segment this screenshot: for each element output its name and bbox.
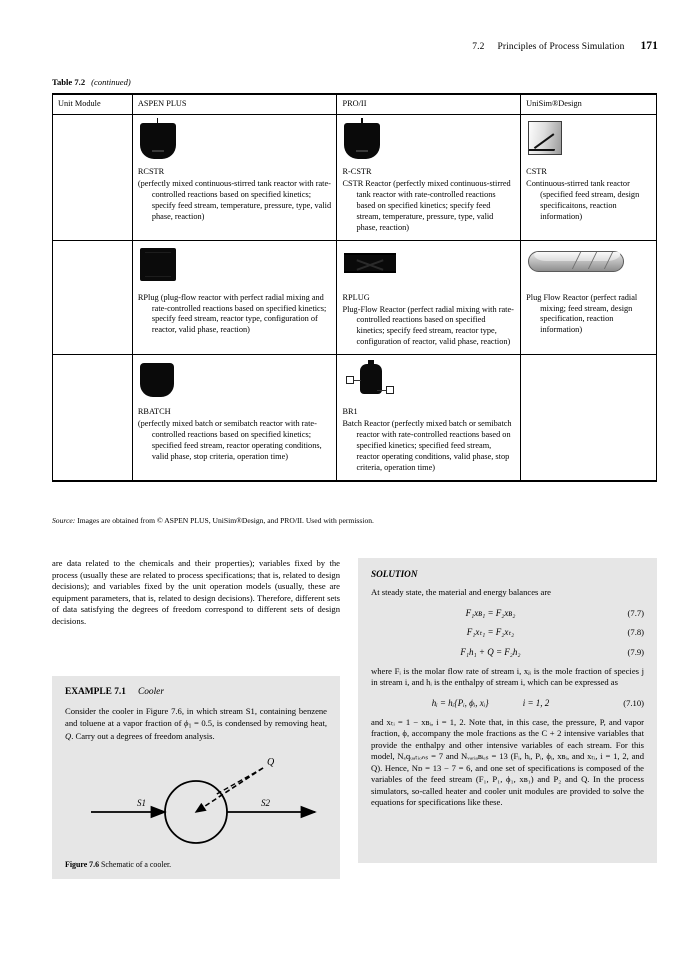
example-shaded-region	[52, 676, 340, 879]
equation-7-9: F₁h₁ + Q = F₂h₂	[460, 646, 521, 657]
icon-area	[138, 119, 332, 165]
column-header-proii: PRO/II	[337, 94, 521, 114]
icon-area	[526, 119, 651, 165]
equation-7-8: F₁xₜ₁ = F₂xₜ₂	[466, 626, 515, 637]
table-caption	[52, 77, 131, 87]
solution-shaded-region	[358, 558, 657, 863]
module-name: RCSTR	[137, 166, 165, 176]
cell-unisim-pfr	[521, 240, 657, 355]
cell-proii-rplug	[337, 240, 521, 355]
running-head-section: 7.2	[472, 42, 485, 52]
example-label: EXAMPLE 7.1	[65, 687, 126, 697]
equation-number: (7.9)	[627, 646, 644, 657]
equation-7-10-expr: hᵢ = hᵢ{Pᵢ, ϕᵢ, xᵢ}	[431, 697, 489, 708]
solution-intro: At steady state, the material and energy balances are	[371, 587, 551, 597]
phi-subscript: 1	[188, 722, 192, 729]
unit-module-table	[52, 93, 657, 482]
equation-row	[371, 647, 644, 657]
solution-box	[358, 558, 657, 863]
figure-7-6	[65, 748, 327, 856]
module-name: R-CSTR	[342, 166, 372, 176]
equation-number: (7.10)	[623, 697, 644, 708]
plug-flow-cylinder-icon	[528, 249, 624, 275]
plug-flow-bar-icon	[344, 253, 396, 273]
cooler-schematic-svg	[65, 748, 327, 852]
module-description: (perfectly mixed continuous-stirred tank reactor with rate-controlled reactions based on specified kinetics; specify feed stream, temperature, pressure, type, valid phase, reaction)	[137, 178, 332, 221]
cell-aspen-rplug	[132, 240, 337, 355]
cell-unit-module	[53, 355, 133, 481]
stirrer-blade-icon	[152, 150, 164, 152]
plug-flow-block-icon	[140, 248, 176, 281]
phi-symbol: ϕ	[184, 717, 189, 728]
inlet-line	[354, 380, 361, 382]
equation-7-10-condition: i = 1, 2	[522, 697, 550, 708]
cstr-vessel-icon	[140, 123, 176, 159]
table-row	[53, 355, 657, 481]
cstr-vessel-icon	[344, 123, 380, 159]
outlet-port	[386, 386, 394, 394]
icon-area	[138, 245, 332, 291]
cell-unisim-empty	[521, 355, 657, 481]
example-heading	[65, 687, 327, 697]
heat-duty-arrow	[196, 768, 263, 812]
table-caption-note: (continued)	[91, 77, 131, 87]
batch-vessel-icon	[140, 363, 174, 397]
equation-row	[371, 608, 644, 618]
figure-caption	[65, 860, 327, 869]
module-name: RPLUG	[342, 292, 370, 302]
module-description: CSTR Reactor (perfectly mixed continuous-stirred tank reactor with rate-controlled reactions based on specified kinetics; specify feed stream, temperature, pressure, type, valid phase, reaction)	[342, 178, 511, 232]
solution-heading: SOLUTION	[371, 569, 418, 579]
equation-number: (7.7)	[627, 607, 644, 618]
source-label: Source:	[52, 516, 76, 525]
cell-unit-module	[53, 114, 133, 240]
module-description: (perfectly mixed batch or semibatch reactor with rate-controlled reactions based on specified kinetics; specified feed stream, reactor operating conditions, valid phase, stop criteria, operation time)	[137, 419, 322, 461]
cell-aspen-rbatch	[132, 355, 337, 481]
module-name: CSTR	[526, 166, 547, 176]
cell-proii-rcstr	[337, 114, 521, 240]
table-row	[53, 114, 657, 240]
cell-proii-br1	[337, 355, 521, 481]
column-header-unisim-design: UniSim®Design	[521, 94, 657, 114]
source-text: Images are obtained from © ASPEN PLUS, UniSim®Design, and PRO/II. Used with permission.	[75, 516, 374, 525]
figure-caption-text: Schematic of a cooler.	[99, 860, 172, 870]
inlet-stream-label: S1	[137, 798, 146, 809]
module-name: BR1	[342, 407, 358, 417]
heat-duty-label: Q	[267, 757, 275, 769]
q-symbol: Q	[65, 730, 72, 741]
left-text-column	[52, 558, 340, 627]
equation-row	[371, 627, 644, 638]
equation-7-10	[371, 698, 610, 708]
cell-aspen-rcstr	[132, 114, 337, 240]
module-name: RBATCH	[137, 407, 171, 417]
module-description: Continuous-stirred tank reactor (specified feed stream, design specificaitons, reaction information)	[526, 178, 640, 221]
example-text-part3: . Carry out a degrees of freedom analysis.	[71, 730, 215, 741]
body-paragraph: are data related to the chemicals and their properties); variables fixed by the process (usually these are related to process specifications; that is, related to design decisions); and variables fixed by the unit operation models (usually, these are equipment parameters, that is, related to design decisions). Therefore, different sets of data satisfying the degrees of freedom correspond to different sets of design decisions.	[52, 558, 340, 626]
table-source-note	[52, 516, 374, 525]
running-head-title: Principles of Process Simulation	[497, 42, 625, 52]
column-header-aspen-plus: ASPEN PLUS	[132, 94, 337, 114]
icon-area	[526, 245, 651, 291]
example-text-part1: Consider the cooler in Figure 7.6, in which stream S1, containing benzene and toluene at a vapor fraction of	[65, 706, 327, 728]
icon-area	[138, 359, 332, 405]
example-text-part2: = 0.5, is condensed by removing heat,	[191, 717, 327, 728]
module-description: Batch Reactor (perfectly mixed batch or semibatch reactor with rate-controlled reactions based on specified kinetics; specified feed stream, reactor operating conditions, valid phase, stop criteria, operation time)	[342, 419, 512, 472]
equation-7-7: F₁xʙ₁ = F₂xʙ₂	[465, 607, 516, 618]
module-description: Plug Flow Reactor (perfect radial mixing; feed stream, design specification, reaction information)	[526, 292, 638, 335]
figure-caption-label: Figure 7.6	[65, 860, 100, 870]
equation-row	[371, 698, 644, 708]
icon-area	[342, 359, 515, 405]
cell-unit-module	[53, 240, 133, 355]
page-number: 171	[640, 40, 658, 52]
example-text	[65, 706, 327, 742]
icon-area	[342, 119, 515, 165]
stirrer-blade-icon	[356, 150, 368, 152]
inlet-port	[346, 376, 354, 384]
heat-duty-arrow-secondary	[215, 768, 263, 795]
table-caption-label: Table 7.2	[52, 77, 86, 87]
table-row	[53, 240, 657, 355]
cstr-box-icon	[528, 121, 562, 155]
batch-reactor-ports-icon	[344, 360, 404, 402]
module-description: RPlug (plug-flow reactor with perfect radial mixing and rate-controlled reactions based on specified kinetics; specify feed stream, reactor type, configuration of reactor, valid phase, reaction)	[137, 292, 327, 335]
solution-final-paragraph: and xₜᵢ = 1 − xʙᵢ, i = 1, 2. Note that, in this case, the pressure, P, and vapor fraction, ϕ, accompany the mole fractions as the C + 2 intensive variables that provide the enthalpy and other intensive variables of each stream. For this model, Nₑqᵤₐₜᵢₒₙₛ = 7 and Nᵥₐᵣᵢₐʙₗₑₛ = 13 (Fᵢ, hᵢ, Pᵢ, ϕᵢ, xʙᵢ, and xₜᵢ, i = 1, 2, and Q). Hence, Nᴅ = 13 − 7 = 6, and one set of specifications is composed of the variables of the feed stream (F₁, P₁, ϕ₁, xʙ₁) and P₂ and Q. In the process simulators, so-called heater and cooler unit modules are provided to solve the equations for specifications like these.	[371, 716, 644, 808]
column-header-unit-module: Unit Module	[53, 94, 133, 114]
running-head	[472, 40, 658, 52]
outlet-stream-label: S2	[261, 798, 270, 809]
example-box	[52, 676, 340, 879]
equation-number: (7.8)	[627, 627, 644, 638]
cell-unisim-cstr	[521, 114, 657, 240]
module-description: Plug-Flow Reactor (perfect radial mixing with rate-controlled reactions based on specified kinetics; specify feed stream, reactor type, configuration of reactor, valid phase, reaction)	[342, 304, 514, 347]
solution-where-paragraph: where Fᵢ is the molar flow rate of stream i, xⱼᵢ is the mole fraction of species j in stream i, and hᵢ is the enthalpy of stream i, which can be expressed as	[371, 665, 644, 688]
example-title: Cooler	[137, 687, 164, 697]
icon-area	[342, 245, 515, 291]
table-header-row	[53, 94, 657, 114]
